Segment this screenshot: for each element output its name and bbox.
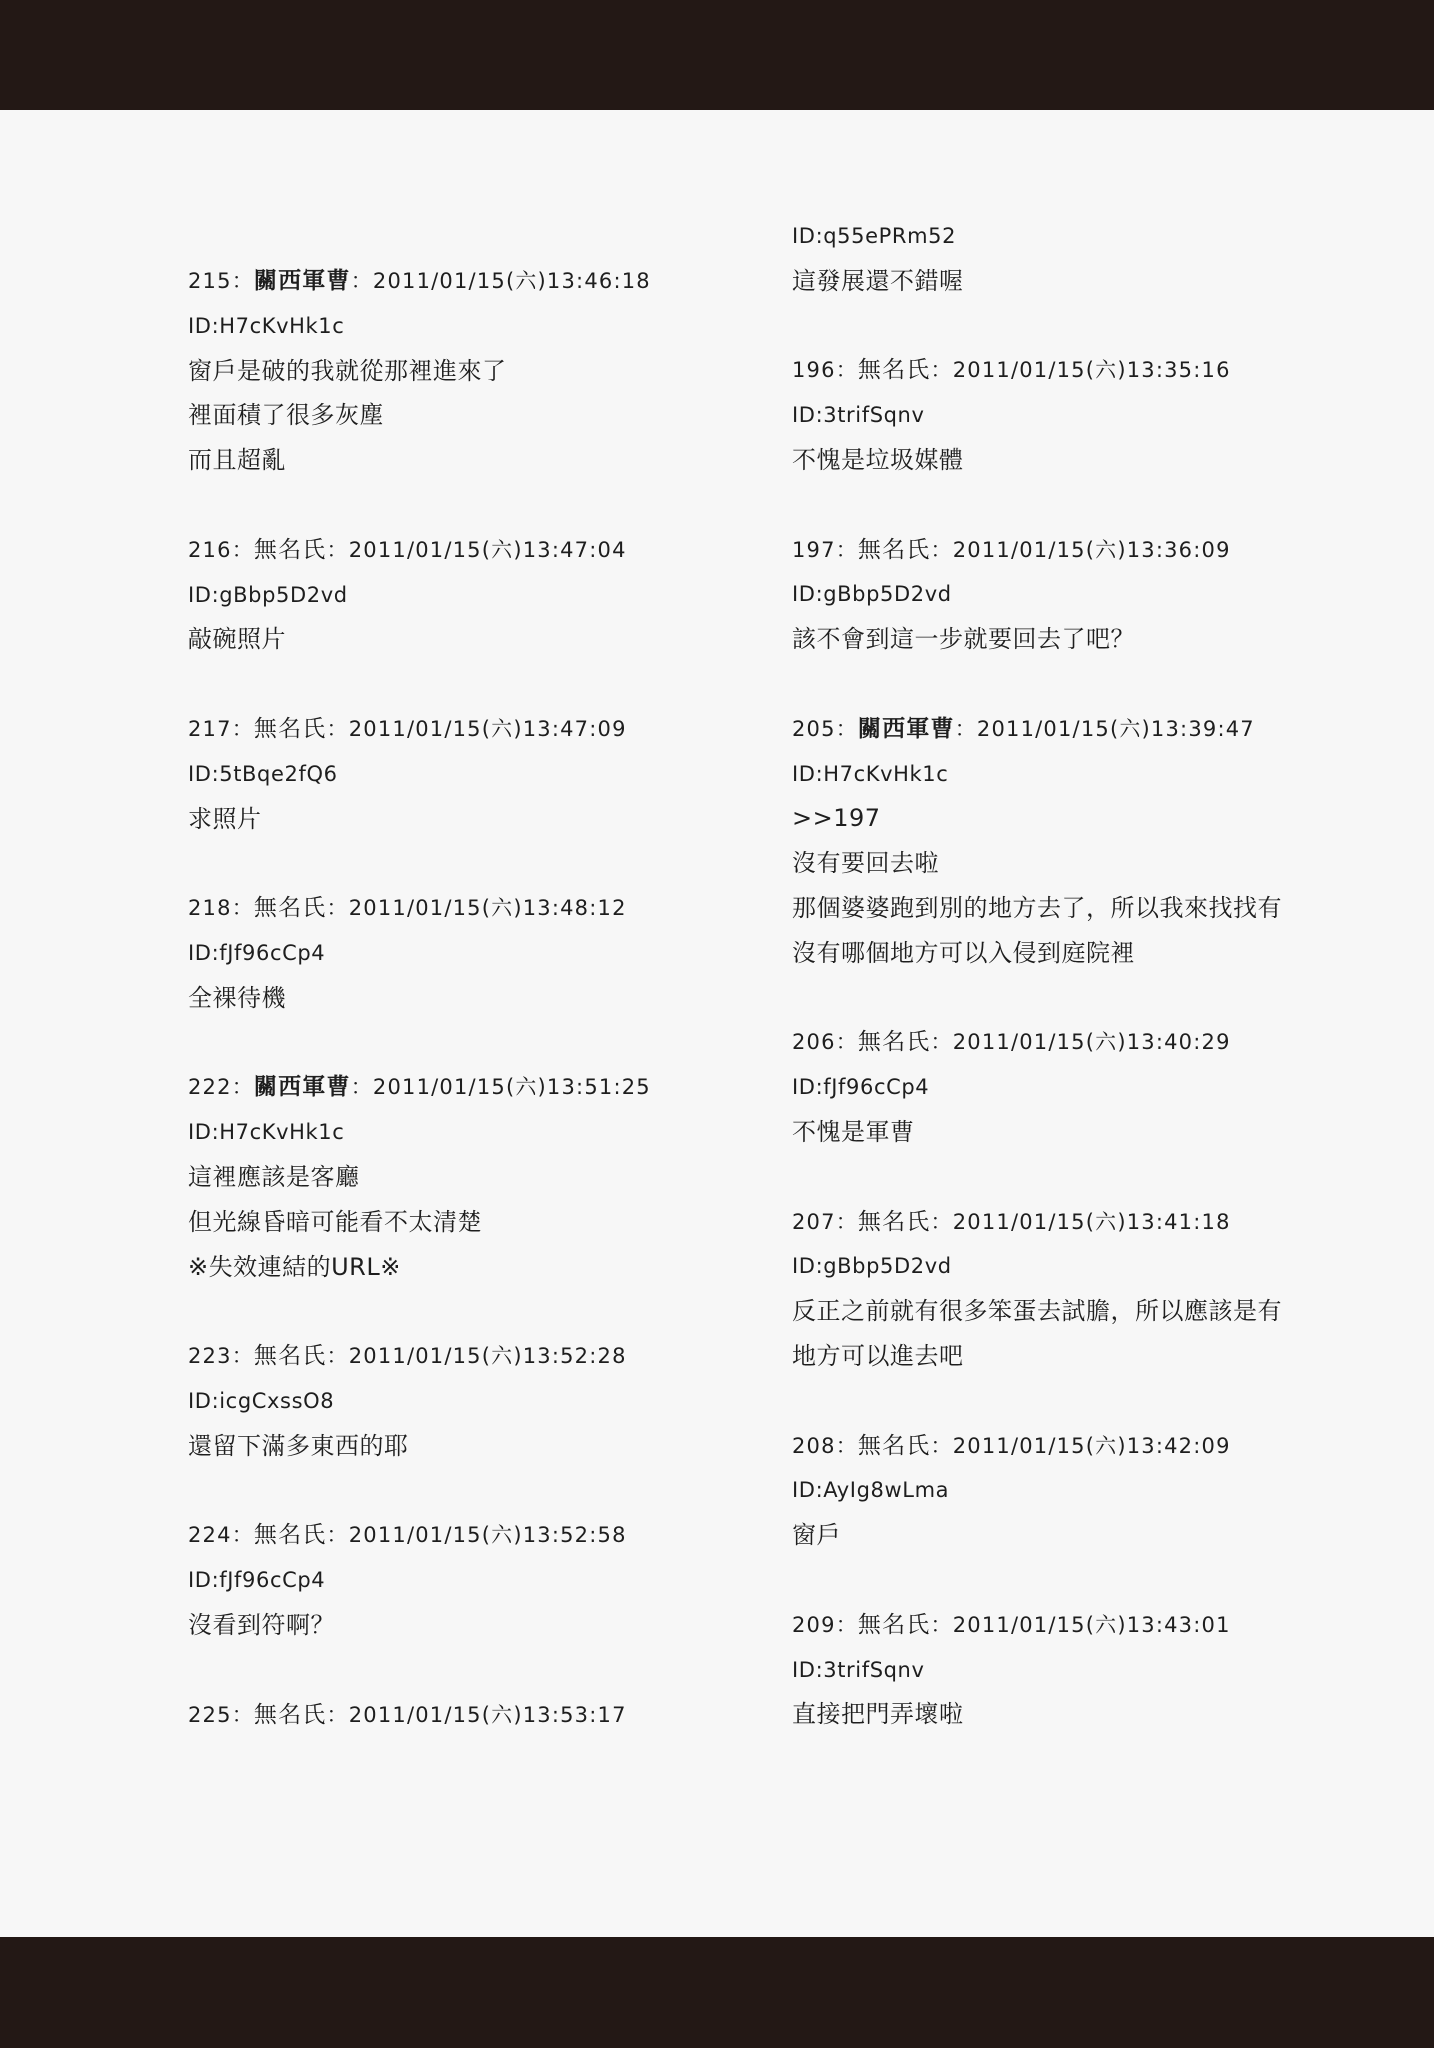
post-text-line: 這發展還不錯喔 — [792, 266, 964, 295]
post-timestamp: 2011/01/15(六)13:52:28 — [348, 1344, 627, 1369]
post-timestamp: 2011/01/15(六)13:41:18 — [952, 1209, 1231, 1234]
post-text-line: 窗戶 — [792, 1521, 841, 1550]
post-timestamp: 2011/01/15(六)13:48:12 — [348, 896, 627, 921]
post-number: 207 — [792, 1209, 836, 1234]
post-number: 205 — [792, 716, 836, 741]
separator: ： — [835, 1612, 858, 1637]
post — [792, 1603, 1352, 1737]
post-header — [188, 1334, 748, 1379]
post-text-line: 該不會到這一步就要回去了吧？ — [792, 625, 1135, 654]
post-author: 無名氏 — [857, 1432, 931, 1459]
post-uid: ID:gBbp5D2vd — [188, 582, 348, 607]
post-number: 224 — [188, 1523, 232, 1548]
post-number: 197 — [792, 537, 836, 562]
separator: ： — [835, 537, 858, 562]
post-text-line: 地方可以進去吧 — [792, 1341, 964, 1370]
post-text-line: 還留下滿多東西的耶 — [188, 1431, 409, 1460]
post-text-line: ※失效連結的URL※ — [188, 1252, 401, 1281]
post-header — [792, 1020, 1352, 1065]
separator: ： — [231, 269, 254, 293]
post-author: 無名氏 — [857, 357, 931, 384]
post-header — [188, 259, 748, 304]
post — [188, 1693, 748, 1738]
separator: ： — [326, 1523, 349, 1548]
separator: ： — [930, 1209, 953, 1234]
post-number: 209 — [792, 1612, 836, 1637]
post-author: 無名氏 — [857, 1611, 931, 1638]
post-header — [188, 1065, 748, 1110]
top-band — [0, 0, 1434, 110]
post — [188, 886, 748, 1020]
post-number: 215 — [188, 269, 232, 293]
post-header — [792, 1603, 1352, 1648]
separator: ： — [954, 716, 977, 741]
post-timestamp: 2011/01/15(六)13:35:16 — [952, 358, 1231, 383]
post-author: 無名氏 — [857, 536, 931, 563]
post-timestamp: 2011/01/15(六)13:40:29 — [952, 1030, 1231, 1055]
post-timestamp: 2011/01/15(六)13:36:09 — [952, 537, 1231, 562]
post-text-line: >>197 — [792, 804, 881, 833]
post-author: 關西軍曹 — [253, 268, 351, 294]
post-uid: ID:3trifSqnv — [792, 403, 925, 428]
post-timestamp: 2011/01/15(六)13:46:18 — [372, 269, 651, 293]
post-timestamp: 2011/01/15(六)13:43:01 — [952, 1612, 1231, 1637]
separator: ： — [326, 716, 349, 741]
post-header — [188, 707, 748, 752]
post — [188, 707, 748, 841]
separator: ： — [930, 1612, 953, 1637]
post — [792, 707, 1352, 976]
post-uid: ID:fJf96cCp4 — [792, 1075, 930, 1100]
bottom-band — [0, 1937, 1434, 2048]
post-uid: ID:gBbp5D2vd — [792, 582, 952, 607]
separator: ： — [231, 716, 254, 741]
separator: ： — [326, 537, 349, 562]
post-author: 無名氏 — [857, 1029, 931, 1056]
continued-post — [792, 214, 1352, 304]
post-uid: ID:fJf96cCp4 — [188, 1568, 326, 1593]
post-author: 關西軍曹 — [857, 715, 955, 742]
post-author: 無名氏 — [253, 715, 327, 742]
post-text-line: 不愧是垃圾媒體 — [792, 445, 964, 474]
post-text-line: 反正之前就有很多笨蛋去試膽，所以應該是有 — [792, 1297, 1282, 1326]
separator: ： — [231, 1702, 254, 1727]
post-uid: ID:q55ePRm52 — [792, 224, 957, 248]
post-timestamp: 2011/01/15(六)13:47:09 — [348, 716, 627, 741]
post-header — [792, 1200, 1352, 1245]
post-text-line: 直接把門弄壞啦 — [792, 1700, 964, 1729]
post — [792, 528, 1352, 662]
separator: ： — [835, 716, 858, 741]
post-number: 216 — [188, 537, 232, 562]
post-number: 225 — [188, 1702, 232, 1727]
post-header — [188, 1513, 748, 1558]
post-text-line: 不愧是軍曹 — [792, 1117, 915, 1146]
post-timestamp: 2011/01/15(六)13:51:25 — [372, 1075, 651, 1100]
post-author: 無名氏 — [253, 1522, 327, 1549]
post-timestamp: 2011/01/15(六)13:53:17 — [348, 1702, 627, 1727]
post-text-line: 敲碗照片 — [188, 625, 286, 654]
post-header — [188, 528, 748, 573]
post-uid: ID:H7cKvHk1c — [792, 761, 949, 786]
post-timestamp: 2011/01/15(六)13:52:58 — [348, 1523, 627, 1548]
separator: ： — [930, 537, 953, 562]
separator: ： — [231, 537, 254, 562]
separator: ： — [231, 1344, 254, 1369]
left-column — [188, 259, 748, 1782]
post-text-line: 求照片 — [188, 804, 262, 833]
separator: ： — [326, 1344, 349, 1369]
post-number: 208 — [792, 1433, 836, 1458]
post-header — [188, 1693, 748, 1738]
post-author: 無名氏 — [253, 1343, 327, 1370]
separator: ： — [835, 358, 858, 383]
post-text-line: 裡面積了很多灰塵 — [188, 401, 384, 430]
post-text-line: 那個婆婆跑到別的地方去了，所以我來找找有 — [792, 893, 1282, 922]
separator: ： — [350, 1075, 373, 1100]
post — [188, 1334, 748, 1468]
post-text-line: 窗戶是破的我就從那裡進來了 — [188, 356, 507, 385]
post-header — [792, 528, 1352, 573]
right-column — [792, 214, 1352, 1782]
separator: ： — [231, 896, 254, 921]
post-text-line: 這裡應該是客廳 — [188, 1162, 360, 1191]
post — [188, 528, 748, 662]
post-number: 217 — [188, 716, 232, 741]
post-author: 無名氏 — [253, 1701, 327, 1728]
post — [792, 1424, 1352, 1558]
post-header — [792, 707, 1352, 752]
post-number: 196 — [792, 358, 836, 383]
post — [792, 1020, 1352, 1154]
separator: ： — [930, 358, 953, 383]
post-uid: ID:AyIg8wLma — [792, 1478, 950, 1503]
post-number: 218 — [188, 896, 232, 921]
post-header — [792, 348, 1352, 393]
post-number: 222 — [188, 1075, 232, 1100]
post-uid: ID:icgCxssO8 — [188, 1388, 335, 1413]
post-uid: ID:H7cKvHk1c — [188, 313, 345, 338]
post-timestamp: 2011/01/15(六)13:42:09 — [952, 1433, 1231, 1458]
post — [188, 1065, 748, 1289]
post-author: 無名氏 — [253, 536, 327, 563]
post-text-line: 沒有要回去啦 — [792, 849, 939, 878]
post-uid: ID:5tBqe2fQ6 — [188, 761, 338, 786]
post-author: 無名氏 — [253, 895, 327, 922]
post-number: 223 — [188, 1344, 232, 1369]
separator: ： — [835, 1030, 858, 1055]
post-number: 206 — [792, 1030, 836, 1055]
post-text-line: 沒有哪個地方可以入侵到庭院裡 — [792, 938, 1135, 967]
separator: ： — [350, 269, 373, 293]
post-header — [188, 886, 748, 931]
separator: ： — [930, 1030, 953, 1055]
post — [188, 1513, 748, 1647]
separator: ： — [835, 1433, 858, 1458]
post-uid: ID:gBbp5D2vd — [792, 1254, 952, 1279]
post-timestamp: 2011/01/15(六)13:47:04 — [348, 537, 627, 562]
post-text-line: 但光線昏暗可能看不太清楚 — [188, 1207, 482, 1236]
separator: ： — [835, 1209, 858, 1234]
post-author: 關西軍曹 — [253, 1074, 351, 1101]
separator: ： — [326, 896, 349, 921]
separator: ： — [930, 1433, 953, 1458]
post-uid: ID:H7cKvHk1c — [188, 1120, 345, 1145]
post-uid: ID:fJf96cCp4 — [188, 940, 326, 965]
post-text-line: 而且超亂 — [188, 446, 286, 475]
separator: ： — [326, 1702, 349, 1727]
post-timestamp: 2011/01/15(六)13:39:47 — [976, 716, 1255, 741]
post-header — [792, 1424, 1352, 1469]
post — [792, 1200, 1352, 1379]
post — [792, 348, 1352, 482]
post-author: 無名氏 — [857, 1208, 931, 1235]
post-text-line: 全裸待機 — [188, 983, 286, 1012]
separator: ： — [231, 1523, 254, 1548]
post — [188, 259, 748, 483]
post-uid: ID:3trifSqnv — [792, 1657, 925, 1682]
separator: ： — [231, 1075, 254, 1100]
post-text-line: 沒看到符啊？ — [188, 1610, 335, 1639]
